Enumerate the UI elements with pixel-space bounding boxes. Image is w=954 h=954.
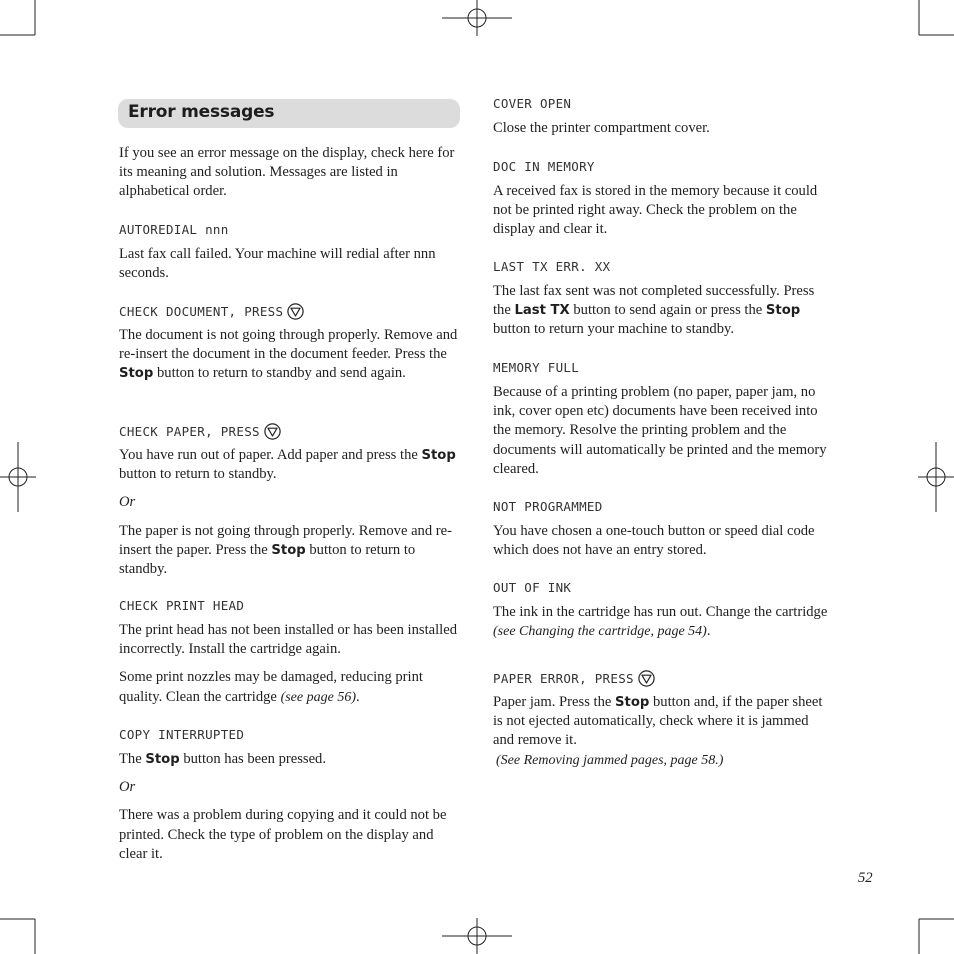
error-description [493, 693, 833, 751]
text-part: The ink in the cartridge has run out. Change the cartridge [493, 604, 828, 620]
text-part: button has been pressed. [183, 751, 326, 767]
entry-copy-interrupted [119, 727, 461, 864]
stop-triangle-icon [264, 423, 281, 440]
or-separator: Or [119, 494, 136, 511]
error-code: MEMORY FULL [493, 360, 580, 375]
text-part: Paper jam. Press the [493, 694, 612, 710]
page-number: 52 [858, 870, 873, 886]
entry-check-print-head [119, 598, 461, 707]
error-code-text: CHECK DOCUMENT, PRESS [119, 304, 284, 319]
text-part: button and, if the paper sheet is not ejected automatically, check where it is jammed and remove it. [493, 694, 823, 749]
error-description: The print head has not been installed or has been installed incorrectly. Install the cartridge again. [119, 622, 457, 658]
stop-keyword: Stop [271, 542, 306, 558]
error-description: You have chosen a one-touch button or speed dial code which does not have an entry stored. [493, 523, 815, 559]
error-code: NOT PROGRAMMED [493, 499, 603, 514]
text-part: Some print nozzles may be damaged, reducing print quality. Clean the cartridge [119, 669, 423, 705]
text-part: The [119, 751, 142, 767]
error-code-text: CHECK PAPER, PRESS [119, 424, 260, 439]
registration-mark [918, 442, 954, 512]
error-code [119, 423, 461, 439]
error-code [493, 670, 833, 686]
stop-keyword: Stop [119, 366, 154, 382]
page-reference: (see page 56) [280, 689, 356, 705]
error-description: A received fax is stored in the memory because it could not be printed right away. Check the problem on the display and clear it. [493, 183, 818, 238]
error-code: DOC IN MEMORY [493, 159, 595, 174]
error-description: Last fax call failed. Your machine will redial after nnn seconds. [119, 246, 436, 282]
stop-keyword: Stop [145, 752, 180, 767]
text-part: button to return to standby and send again. [156, 365, 406, 382]
text-part: button to return to standby. [119, 466, 277, 483]
text-part: button to return to standby. [119, 541, 416, 578]
error-description [119, 750, 461, 769]
intro-paragraph: If you see an error message on the display, check here for its meaning and solution. Messages are listed in alphabetical order. [119, 145, 455, 200]
error-description [119, 522, 461, 580]
entry-out-of-ink [493, 580, 833, 641]
error-description: Close the printer compartment cover. [493, 120, 710, 136]
entry-autoredial [119, 222, 461, 283]
stop-triangle-icon [638, 670, 655, 687]
error-description [119, 668, 461, 706]
error-description [119, 326, 461, 384]
registration-mark [0, 442, 36, 512]
text-part: button to return your machine to standby. [493, 321, 735, 338]
text-part: button to send again or press the [573, 302, 763, 319]
entry-last-tx-err [493, 259, 833, 340]
error-description [493, 282, 833, 340]
text-part: . [355, 688, 360, 705]
entry-paper-error [493, 670, 833, 770]
entry-memory-full [493, 360, 833, 479]
error-code: COVER OPEN [493, 96, 572, 111]
entry-check-paper [119, 423, 461, 579]
last-tx-keyword: Last TX [514, 303, 570, 319]
error-description: Because of a printing problem (no paper, paper jam, no ink, cover open etc) documents have been received into the memory. Resolve the printing problem and the documents will automatically be printed and the memory cleared. [493, 384, 827, 477]
text-part: You have run out of paper. Add paper and press the [119, 447, 418, 463]
stop-triangle-icon [287, 303, 304, 320]
page-reference: (See Removing jammed pages, page 58.) [496, 752, 724, 768]
error-code: LAST TX ERR. XX [493, 259, 611, 274]
entry-doc-in-memory [493, 159, 833, 240]
error-description: There was a problem during copying and it could not be printed. Check the type of problem on the display and clear it. [119, 807, 447, 862]
error-description [493, 603, 833, 641]
stop-keyword: Stop [765, 303, 801, 319]
registration-mark [442, 0, 512, 36]
entry-cover-open [493, 96, 833, 138]
section-title: Error messages [128, 102, 275, 122]
error-code: COPY INTERRUPTED [119, 727, 245, 742]
text-part: The document is not going through properly. Remove and re-insert the document in the document feeder. Press the [119, 327, 458, 363]
error-code [119, 303, 461, 319]
entry-not-programmed [493, 499, 833, 560]
error-description [119, 446, 461, 484]
stop-keyword: Stop [421, 448, 456, 463]
text-part: The paper is not going through properly. Remove and re-insert the paper. Press the [119, 522, 452, 558]
error-code-text: PAPER ERROR, PRESS [493, 671, 634, 686]
error-code: AUTOREDIAL nnn [119, 222, 229, 237]
text-part: The last fax sent was not completed successfully. Press the [493, 283, 815, 319]
entry-check-document [119, 303, 461, 384]
error-code: CHECK PRINT HEAD [119, 598, 245, 613]
registration-mark [442, 918, 512, 954]
stop-keyword: Stop [615, 695, 650, 710]
or-separator: Or [119, 779, 136, 796]
text-part: . [706, 623, 711, 640]
error-code: OUT OF INK [493, 580, 572, 595]
page-reference: (see Changing the cartridge, page 54) [493, 624, 707, 640]
